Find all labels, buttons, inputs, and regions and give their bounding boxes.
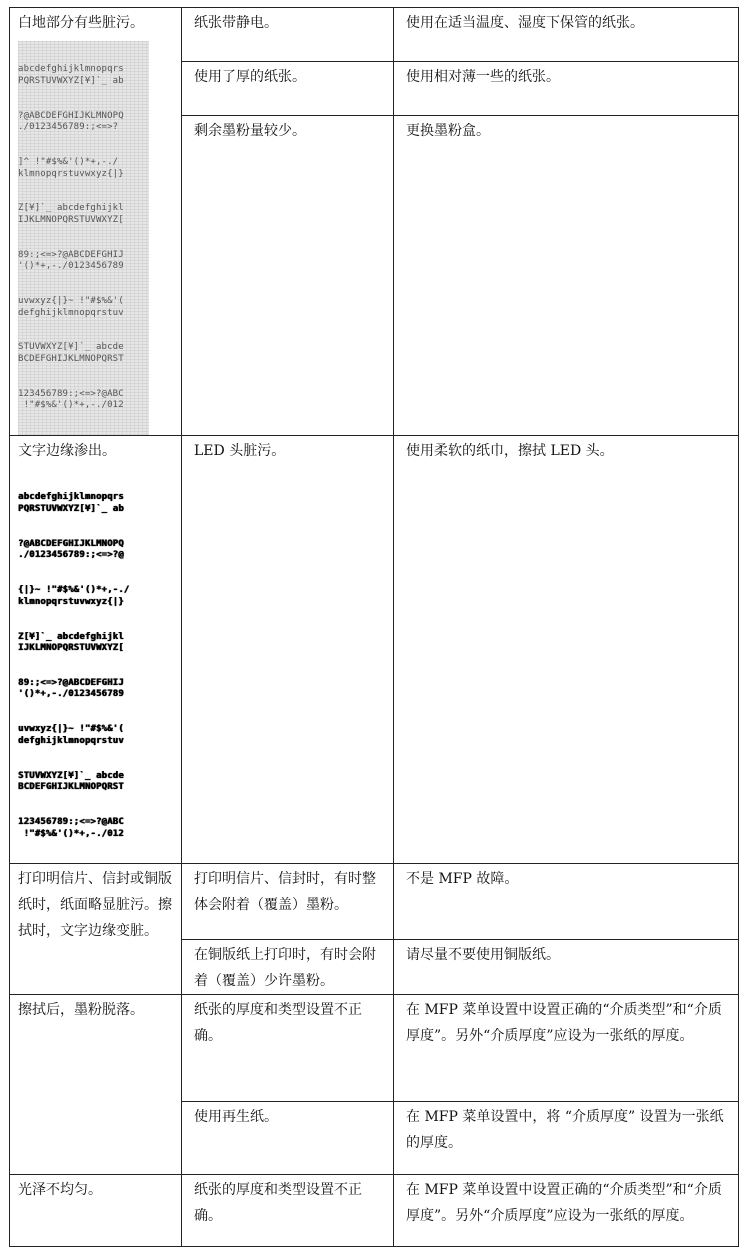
- symptom-cell: 打印明信片、信封或铜版纸时，纸面略显脏污。擦拭时，文字边缘变脏。: [10, 864, 182, 995]
- remedy-cell: 更换墨粉盒。: [394, 115, 739, 435]
- table-row: [10, 864, 739, 940]
- symptom-cell: 擦拭后，墨粉脱落。: [10, 995, 182, 1175]
- print-sample-image: abcdefghijklmnopqrs PQRSTUVWXYZ[¥]`_ ab ?@ABCDEFGHIJKLMNOPQ ./0123456789:;<=>?@ {|}~ !"#$%&'()*+,-./ klmnopqrstuvwxyz{|} Z[¥]`_ abcdefghijkl IJKLMNOPQRSTUVWXYZ[ 89:;<=>?@ABCDEFGHIJ '()*+,-./0123456789 uvwxyz{|}~ !"#$%&'( defghijklmnopqrstuv STUVWXYZ[¥]`_ abcde BCDEFGHIJKLMNOPQRST 123456789:;<=>?@ABC !"#$%&'()*+,-./012: [18, 492, 130, 839]
- symptom-text: 文字边缘渗出。: [18, 443, 116, 460]
- remedy-cell: 使用柔软的纸巾，擦拭 LED 头。: [394, 436, 739, 864]
- cause-cell: 打印明信片、信封时，有时整体会附着（覆盖）墨粉。: [182, 864, 394, 940]
- cause-cell: 纸张的厚度和类型设置不正确。: [182, 1175, 394, 1247]
- print-sample-image: abcdefghijklmnopqrs PQRSTUVWXYZ[¥]`_ ab ?@ABCDEFGHIJKLMNOPQ ./0123456789:;<=>? ]^ !"#$%&'()*+,-./ klmnopqrstuvwxyz{|} Z[¥]`_ abcdefghijkl IJKLMNOPQRSTUVWXYZ[ 89:;<=>?@ABCDEFGHIJ '()*+,-./0123456789 uvwxyz{|}~ !"#$%&'( defghijklmnopqrstuv STUVWXYZ[¥]`_ abcde BCDEFGHIJKLMNOPQRST 123456789:;<=>?@ABC !"#$%&'()*+,-./012: [18, 41, 149, 435]
- cause-cell: 使用了厚的纸张。: [182, 61, 394, 115]
- symptom-cell: 光泽不均匀。: [10, 1175, 182, 1247]
- cause-cell: 剩余墨粉量较少。: [182, 115, 394, 435]
- table-row: [10, 436, 739, 864]
- remedy-cell: 使用相对薄一些的纸张。: [394, 61, 739, 115]
- remedy-cell: 在 MFP 菜单设置中，将 “介质厚度” 设置为一张纸的厚度。: [394, 1102, 739, 1175]
- table-row: [10, 1175, 739, 1247]
- troubleshooting-table: [9, 7, 739, 1247]
- cause-cell: 纸张带静电。: [182, 8, 394, 62]
- remedy-cell: 在 MFP 菜单设置中设置正确的“介质类型”和“介质厚度”。另外“介质厚度”应设为一张纸的厚度。: [394, 1175, 739, 1247]
- symptom-cell: [10, 436, 182, 864]
- cause-cell: 在铜版纸上打印时，有时会附着（覆盖）少许墨粉。: [182, 940, 394, 995]
- table-row: [10, 995, 739, 1102]
- cause-cell: 使用再生纸。: [182, 1102, 394, 1175]
- cause-cell: 纸张的厚度和类型设置不正确。: [182, 995, 394, 1102]
- table-row: [10, 8, 739, 62]
- symptom-text: 白地部分有些脏污。: [18, 15, 144, 31]
- symptom-cell: [10, 8, 182, 436]
- remedy-cell: 使用在适当温度、湿度下保管的纸张。: [394, 8, 739, 62]
- remedy-cell: 请尽量不要使用铜版纸。: [394, 940, 739, 995]
- cause-cell: LED 头脏污。: [182, 436, 394, 864]
- remedy-cell: 不是 MFP 故障。: [394, 864, 739, 940]
- remedy-cell: 在 MFP 菜单设置中设置正确的“介质类型”和“介质厚度”。另外“介质厚度”应设为一张纸的厚度。: [394, 995, 739, 1102]
